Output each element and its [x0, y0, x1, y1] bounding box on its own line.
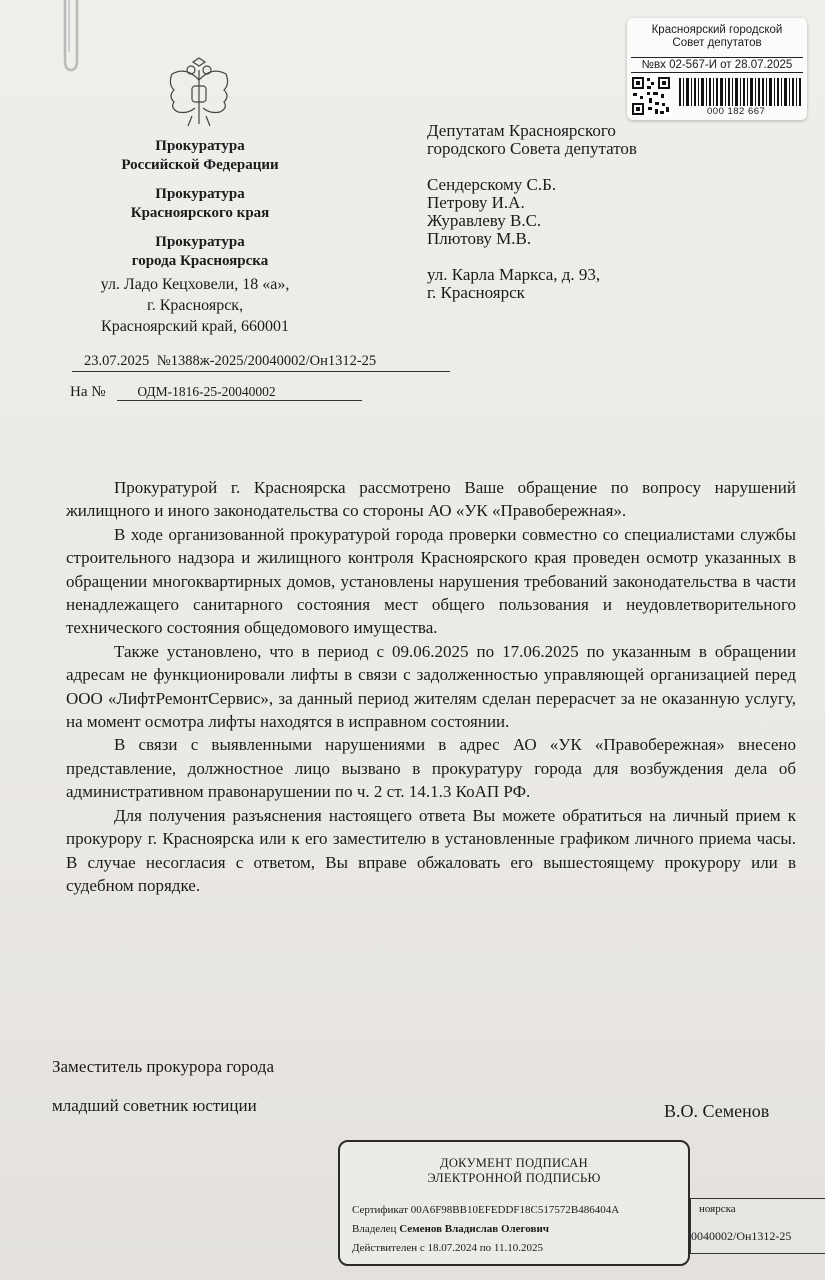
double-headed-eagle-emblem-icon: [162, 56, 236, 130]
authority-line: Российской Федерации: [121, 157, 279, 173]
stamp-organization: [627, 24, 807, 50]
esign-cert-value: 00A6F98BB10EFEDDF18C517572B486404A: [410, 1204, 620, 1216]
registration-date: 23.07.2025: [84, 353, 150, 369]
stamp-barcode-number: 000 182 667: [707, 106, 766, 117]
recipient-address-line: г. Красноярск: [427, 283, 525, 302]
esign-valid-from: 18.07.2024: [427, 1242, 478, 1254]
registration-number: №1388ж-2025/20040002/Он1312-25: [156, 353, 377, 369]
esign-heading-line: ДОКУМЕНТ ПОДПИСАН: [440, 1156, 588, 1170]
esign-certificate: [352, 1204, 619, 1216]
esign-valid-label: Действителен: [352, 1242, 418, 1254]
esign-valid-to: 11.10.2025: [493, 1242, 543, 1254]
paper-clip-icon: [55, 0, 85, 75]
esign-heading-line: ЭЛЕКТРОННОЙ ПОДПИСЬЮ: [427, 1171, 601, 1185]
authority-line: Прокуратура: [155, 138, 245, 154]
esign-owner: [352, 1223, 549, 1235]
esign-cert-label: Сертификат: [352, 1204, 408, 1216]
authority-line: Прокуратура: [155, 186, 245, 202]
address-line: г. Красноярск,: [146, 297, 244, 314]
body-paragraph: В ходе организованной прокуратурой города проверки совместно со специалистами службы строительного надзора и жилищного контроля Красноярского края проведен осмотр указанных в обращении многоквартирных домов, установлены нарушения требований законодательства в части ненадлежащего санитарного состояния мест общего пользования и неудовлетворительного технического состояния общедомового имущества.: [66, 524, 796, 638]
signatory-name: В.О. Семенов: [664, 1101, 770, 1121]
body-paragraph: В связи с выявленными нарушениями в адрес АО «УК «Правобережная» внесено представление, должностное лицо вызвано в прокуратуру города для возбуждения дела об административном правонарушении по ч. 2 ст. 14.1.3 КоАП РФ.: [66, 735, 796, 802]
recipient-name: Плютову М.В.: [427, 229, 532, 248]
reference-label: На №: [70, 384, 106, 400]
authority-line: Красноярского края: [130, 205, 270, 221]
recipient-line: городского Совета депутатов: [427, 139, 637, 158]
authority-line: города Красноярска: [131, 253, 269, 269]
stamp-org-line: Красноярский городской: [651, 24, 783, 36]
reference-number: ОДМ-1816-25-20040002: [117, 384, 362, 401]
incoming-registration-stamp: [627, 18, 807, 120]
esign-heading: [340, 1156, 688, 1186]
barcode-icon: [679, 78, 801, 106]
body-paragraph: Также установлено, что в период с 09.06.2025 по 17.06.2025 по указанным в обращении адресам не функционировали лифты в связи с задолженностью управляющей организацией перед ООО «ЛифтРемонтСервис», за данный период жителям сделан перерасчет за не оказанную услугу, на момент осмотра лифты находятся в исправном состоянии.: [66, 641, 796, 732]
registration-line: [72, 353, 450, 372]
esign-valid-to-label: по: [479, 1242, 492, 1254]
body-paragraph: Для получения разъяснения настоящего ответа Вы можете обратиться на личный прием к прокурору г. Красноярска или к его заместителю в установленные графиком личного приема часы. В случае несогласия с ответом, Вы вправе обжаловать его вышестоящему прокурору или в судебном порядке.: [66, 805, 796, 895]
body-paragraph: Прокуратурой г. Красноярска рассмотрено Ваше обращение по вопросу нарушений жилищного и иного законодательства со стороны АО «УК «Правобережная».: [66, 478, 796, 521]
partial-side-stamp: [690, 1198, 825, 1254]
sender-address: [70, 274, 320, 337]
esign-valid-from-label: с: [419, 1242, 425, 1254]
esign-owner-label: Владелец: [352, 1223, 397, 1235]
recipient-block: [427, 122, 727, 320]
side-stamp-line: ноярска: [699, 1203, 736, 1215]
recipient-line: Депутатам Красноярского: [427, 121, 616, 140]
side-stamp-number: 0040002/Он1312-25: [691, 1229, 792, 1243]
signatory-rank: младший советник юстиции: [52, 1096, 257, 1115]
authority-line: Прокуратура: [155, 234, 245, 250]
recipient-name: Сендерскому С.Б.: [427, 175, 557, 194]
esign-owner-value: Семенов Владислав Олегович: [399, 1223, 549, 1235]
esign-validity: [352, 1242, 543, 1254]
reference-line: [70, 384, 362, 401]
authority-block: [70, 137, 330, 271]
electronic-signature-stamp: [338, 1140, 690, 1266]
address-line: ул. Ладо Кецховели, 18 «а»,: [100, 276, 290, 293]
address-line: Красноярский край, 660001: [101, 318, 289, 335]
recipient-address-line: ул. Карла Маркса, д. 93,: [427, 265, 601, 284]
qr-code-icon: [631, 76, 671, 116]
stamp-org-line: Совет депутатов: [672, 37, 762, 49]
recipient-name: Журавлеву В.С.: [427, 211, 542, 230]
letter-body: [66, 476, 796, 897]
stamp-incoming-number: №вх 02-567-И от 28.07.2025: [631, 57, 803, 73]
recipient-name: Петрову И.А.: [427, 193, 525, 212]
signatory-position: Заместитель прокурора города: [52, 1057, 274, 1076]
